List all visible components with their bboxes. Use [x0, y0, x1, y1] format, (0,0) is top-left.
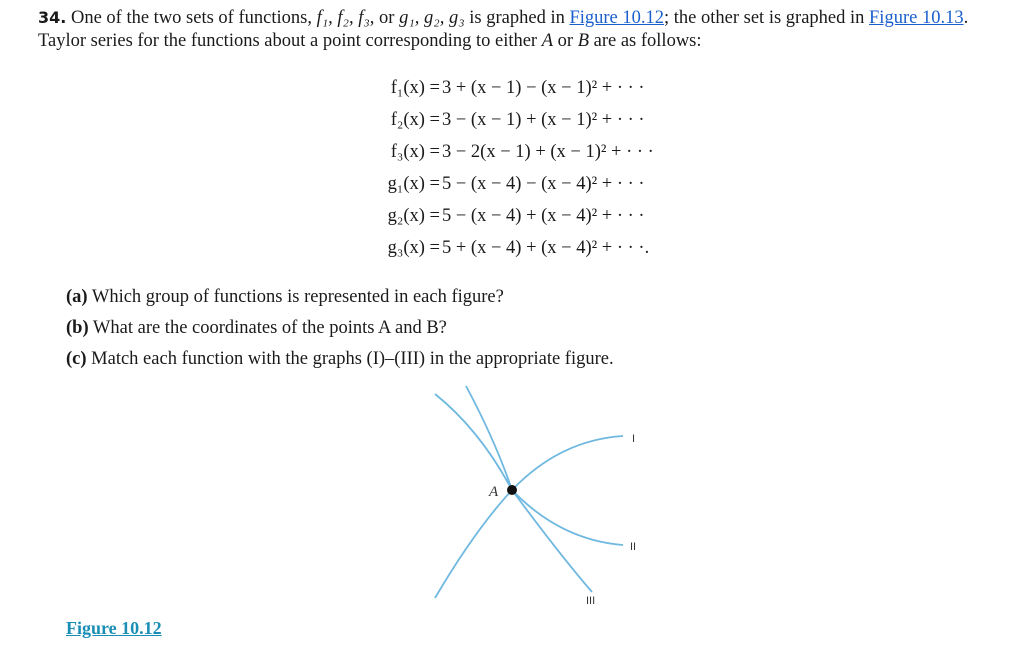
problem-text-2: is graphed in [464, 8, 570, 28]
equation-f1 [330, 72, 730, 104]
point-a-marker [507, 485, 517, 495]
equation-f3 [330, 136, 730, 168]
equation-rhs: 3 + (x − 1) − (x − 1)² + · · · [442, 78, 645, 98]
figure-10-12-graph [420, 380, 660, 610]
figure-10-12-link[interactable]: Figure 10.12 [569, 8, 665, 28]
question-parts [66, 284, 614, 377]
part-text: What are the coordinates of the points A and B? [88, 318, 447, 338]
graph-label-II: II [630, 541, 637, 553]
equation-g2 [330, 200, 730, 232]
equation-rhs: 3 − 2(x − 1) + (x − 1)² + · · · [442, 142, 654, 162]
equation-lhs: g₃(x) = [387, 238, 440, 258]
point-a-text: A [489, 484, 499, 500]
graph-label-I: I [632, 433, 636, 445]
part-text: Which group of functions is represented in each figure? [87, 287, 504, 307]
problem-text-or: , or [369, 8, 400, 28]
part-text: Match each function with the graphs (I)–(III) in the appropriate figure. [86, 349, 614, 369]
equation-lhs: f₃(x) = [390, 142, 440, 162]
point-b-label: B [577, 31, 590, 51]
function-set-f: f₁, f₂, f₃ [316, 8, 370, 28]
point-a-label: A [541, 31, 554, 51]
equation-lhs: f₂(x) = [390, 110, 440, 130]
curve-II [466, 386, 623, 545]
taylor-series-equations [330, 72, 730, 264]
figure-10-13-link[interactable]: Figure 10.13 [869, 8, 964, 28]
part-a [66, 284, 614, 315]
figure-caption [66, 618, 162, 639]
equation-lhs: g₁(x) = [387, 174, 440, 194]
part-label: (b) [66, 318, 89, 338]
equation-rhs: 5 + (x − 4) + (x − 4)² + · · ·. [442, 238, 650, 258]
equation-f2 [330, 104, 730, 136]
equation-g3 [330, 232, 730, 264]
figure-caption-link[interactable]: Figure 10.12 [66, 618, 162, 638]
problem-number: 34. [38, 8, 67, 27]
problem-text-6: are as follows: [589, 31, 702, 51]
curve-I [435, 394, 623, 490]
problem-text-3: ; the other set is graphed in [664, 8, 870, 28]
curve-III [435, 490, 592, 598]
problem-text-4: . Taylor series for the functions about a point corresponding to either [38, 8, 969, 51]
equation-rhs: 3 − (x − 1) + (x − 1)² + · · · [442, 110, 645, 130]
problem-text-5: or [553, 31, 578, 51]
equation-lhs: f₁(x) = [390, 78, 440, 98]
equation-rhs: 5 − (x − 4) − (x − 4)² + · · · [442, 174, 645, 194]
part-label: (c) [66, 349, 87, 369]
graph-label-III: III [586, 595, 596, 607]
equation-g1 [330, 168, 730, 200]
function-set-g: g₁, g₂, g₃ [399, 8, 465, 28]
equation-lhs: g₂(x) = [387, 206, 440, 226]
equation-rhs: 5 − (x − 4) + (x − 4)² + · · · [442, 206, 645, 226]
part-label: (a) [66, 287, 88, 307]
problem-text-1: One of the two sets of functions, [70, 8, 317, 28]
part-c [66, 346, 614, 377]
problem-statement [38, 6, 998, 53]
part-b [66, 315, 614, 346]
